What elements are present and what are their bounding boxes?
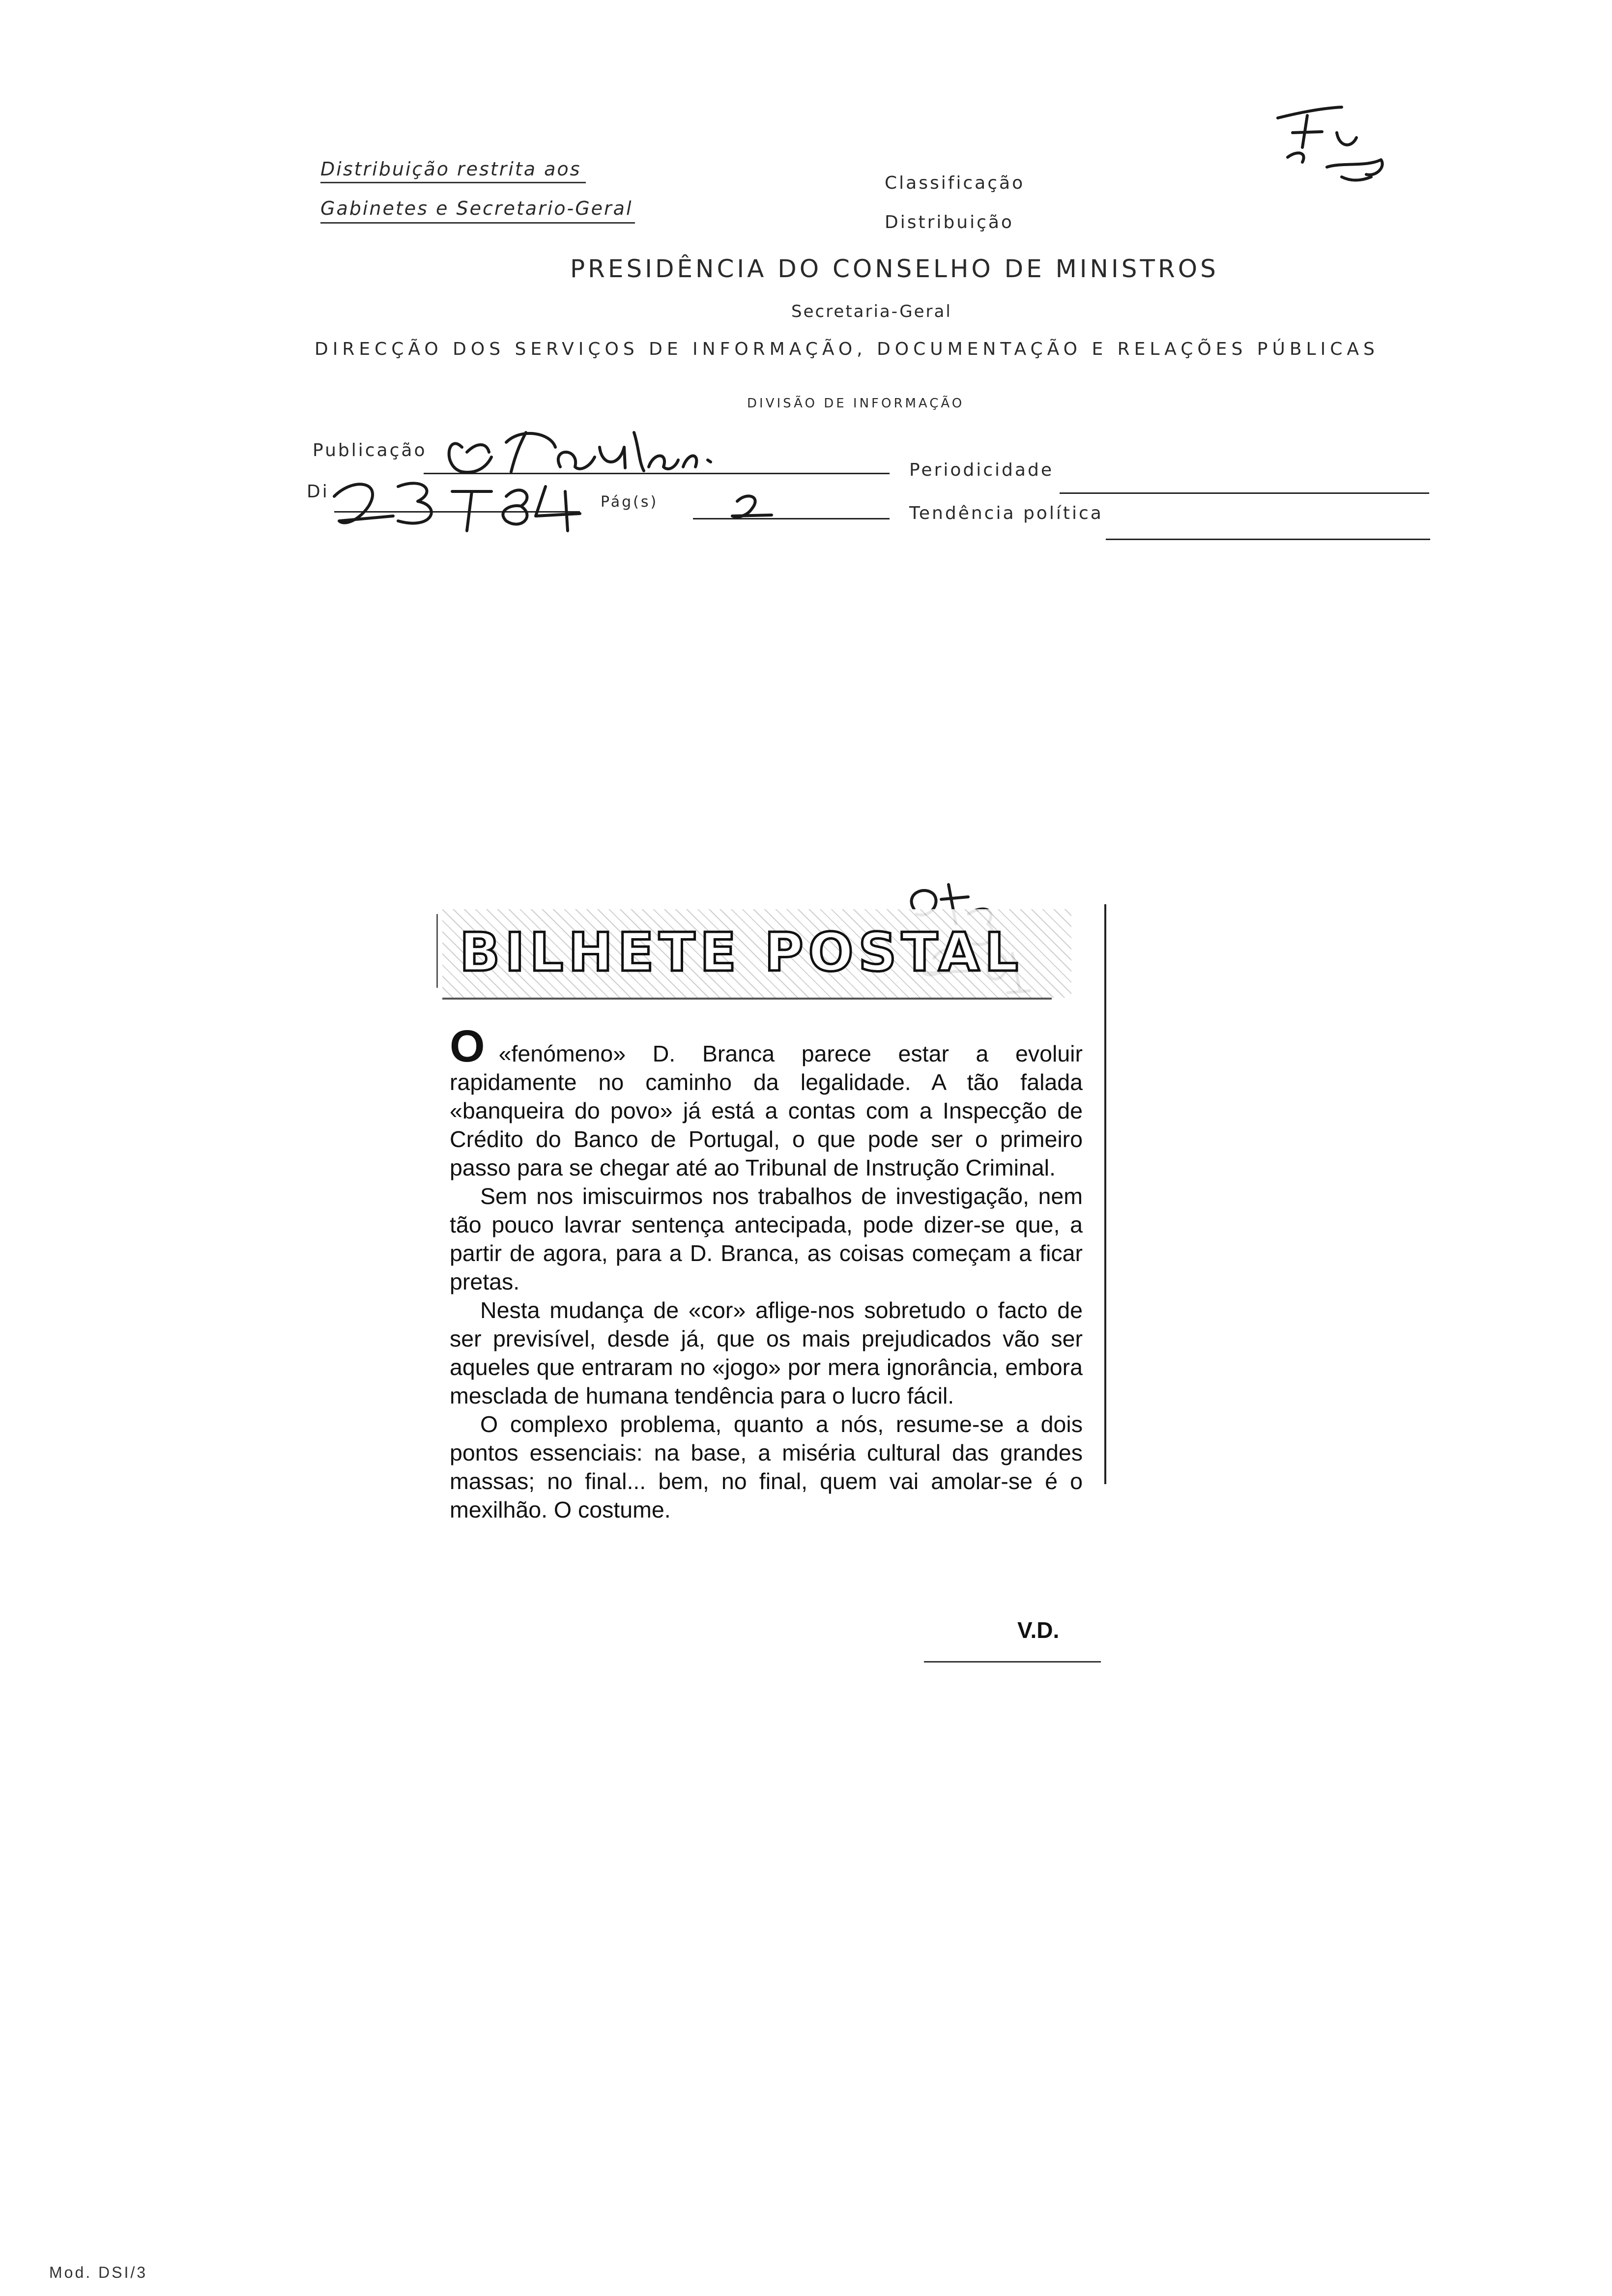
handwritten-date-scrawl bbox=[324, 467, 600, 536]
restricted-line1-underline bbox=[320, 182, 586, 183]
tendencia-label: Tendência política bbox=[909, 503, 1103, 523]
article-body bbox=[450, 1021, 1083, 1524]
article-paragraph-1-text: «fenómeno» D. Branca parece estar a evoluir rapidamente no caminho da legalidade. A tão falada «banqueira do povo» já está a contas com a Inspecção de Crédito do Banco de Portugal, o que pode ser o primeiro passo para se chegar até ao Tribunal de Instrução Criminal. bbox=[450, 1041, 1083, 1180]
dia-label: Di bbox=[307, 482, 329, 502]
clipping-left-edge bbox=[436, 914, 438, 988]
article-paragraph-1 bbox=[450, 1021, 1083, 1182]
handwritten-corner-initials bbox=[1268, 93, 1406, 201]
restricted-line2-underline bbox=[320, 222, 635, 224]
org-title: PRESIDÊNCIA DO CONSELHO DE MINISTROS bbox=[570, 255, 1219, 283]
publicacao-label: Publicação bbox=[313, 440, 427, 460]
distribuicao-label: Distribuição bbox=[885, 212, 1014, 232]
form-code: Mod. DSI/3 bbox=[49, 2264, 148, 2281]
org-department: DIRECÇÃO DOS SERVIÇOS DE INFORMAÇÃO, DOCUMENTAÇÃO E RELAÇÕES PÚBLICAS bbox=[315, 339, 1379, 359]
paginas-label: Pág(s) bbox=[601, 493, 659, 511]
tendencia-line bbox=[1106, 539, 1430, 540]
org-division: DIVISÃO DE INFORMAÇÃO bbox=[747, 396, 965, 411]
article-signature: V.D. bbox=[1017, 1617, 1060, 1643]
clipping-title: BILHETE POSTAL bbox=[460, 922, 1023, 983]
clipping-right-edge bbox=[1104, 904, 1106, 1484]
restricted-distribution-line1: Distribuição restrita aos bbox=[320, 158, 581, 180]
clipping-title-underline bbox=[442, 998, 1052, 1000]
article-dropcap: O bbox=[450, 1021, 485, 1071]
handwritten-page-mark bbox=[722, 487, 781, 526]
article-paragraph-4: O complexo problema, quanto a nós, resume-se a dois pontos essenciais: na base, a miséria cultural das grandes massas; no final... bem, no final, quem vai amolar-se é o mexilhão. O costume. bbox=[450, 1411, 1083, 1522]
classificacao-label: Classificação bbox=[885, 173, 1025, 193]
clipping-bottom-rule bbox=[924, 1661, 1101, 1663]
periodicidade-line bbox=[1060, 492, 1429, 494]
article-paragraph-3: Nesta mudança de «cor» aflige-nos sobretudo o facto de ser previsível, desde já, que os mais prejudicados vão ser aqueles que entraram no «jogo» por mera ignorância, embora mesclada de humana tendência para o lucro fácil. bbox=[450, 1297, 1083, 1408]
restricted-distribution-line2: Gabinetes e Secretario-Geral bbox=[320, 198, 633, 219]
periodicidade-label: Periodicidade bbox=[909, 460, 1054, 480]
org-subtitle: Secretaria-Geral bbox=[791, 302, 952, 321]
article-paragraph-2: Sem nos imiscuirmos nos trabalhos de investigação, nem tão pouco lavrar sentença antecipada, pode dizer-se que, a partir de agora, para a D. Branca, as coisas começam a ficar pretas. bbox=[450, 1183, 1083, 1294]
